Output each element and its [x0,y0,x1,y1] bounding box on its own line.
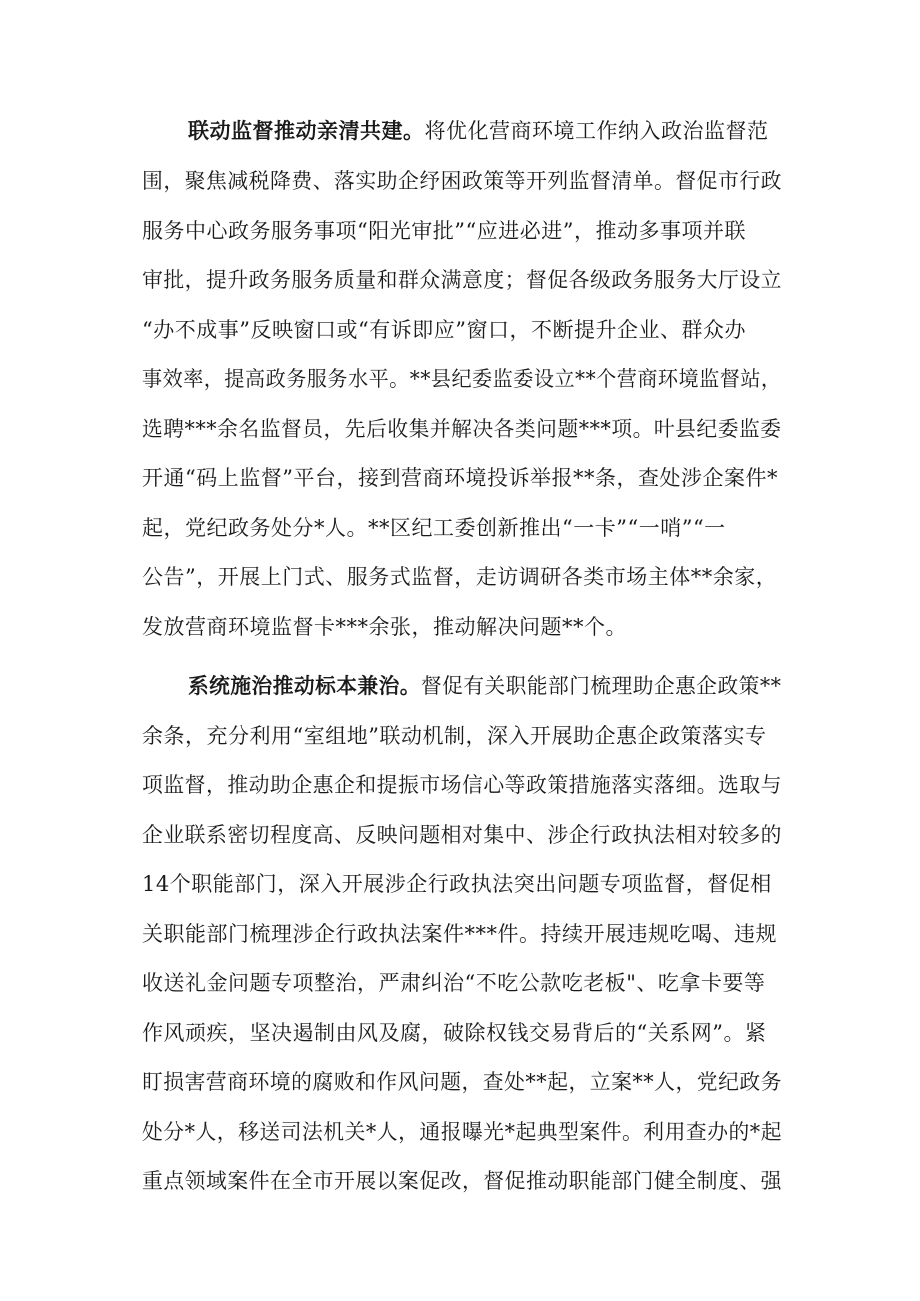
paragraph-1-line-4: 审批，提升政务服务质量和群众满意度；督促各级政务服务大厅设立 [142,268,782,292]
paragraph-2-text: 督促有关职能部门梳理助企惠企政策** [420,674,782,698]
paragraph-2-line-4: 企业联系密切程度高、反映问题相对集中、涉企行政执法相对较多的 [142,823,782,847]
paragraph-1-line-1 [188,111,782,151]
paragraph-2-line-3: 项监督，推动助企惠企和提振市场信心等政策措施落实落细。选取与 [142,773,782,797]
paragraph-2-line-11: 重点领域案件在全市开展以案促改，督促推动职能部门健全制度、强 [142,1169,782,1193]
paragraph-2-line-5: 14个职能部门，深入开展涉企行政执法突出问题专项监督，督促相 [142,872,772,896]
paragraph-1-line-3: 服务中心政务服务事项“阳光审批”“应进必进”，推动多事项并联 [142,219,746,243]
paragraph-1-heading: 联动监督推动亲清共建。 [188,119,425,143]
paragraph-1-text: 将优化营商环境工作纳入政治监督范 [424,119,769,143]
paragraph-1-line-6: 事效率，提高政务服务水平。**县纪委监委设立**个营商环境监督站， [142,367,782,391]
paragraph-1-line-11: 发放营商环境监督卡***余张，推动解决问题**个。 [142,615,627,639]
paragraph-1-line-5: “办不成事”反映窗口或“有诉即应”窗口，不断提升企业、群众办 [142,318,746,342]
paragraph-1-line-7: 选聘***余名监督员，先后收集并解决各类问题***项。叶县纪委监委 [142,417,782,441]
paragraph-1-line-9: 起，党纪政务处分*人。**区纪工委创新推出“一卡”“一哨”“一 [142,516,726,540]
paragraph-1-line-8: 开通“码上监督”平台，接到营商环境投诉举报**条，查处涉企案件* [142,466,778,490]
paragraph-2-line-1 [188,666,782,706]
paragraph-2-heading: 系统施治推动标本兼治。 [188,674,421,698]
paragraph-1-line-10: 公告”，开展上门式、服务式监督，走访调研各类市场主体**余家， [142,565,778,589]
paragraph-2-line-9: 盯损害营商环境的腐败和作风问题，查处**起，立案**人，党纪政务 [142,1070,782,1094]
paragraph-2-line-8: 作风顽疾，坚决遏制由风及腐，破除权钱交易背后的“关系网”。紧 [142,1021,767,1045]
paragraph-2-line-7: 收送礼金问题专项整治，严肃纠治“不吃公款吃老板"、吃拿卡要等 [142,971,766,995]
paragraph-1-line-2: 围，聚焦减税降费、落实助企纾困政策等开列监督清单。督促市行政 [142,169,782,193]
paragraph-2-line-10: 处分*人，移送司法机关*人，通报曝光*起典型案件。利用查办的*起 [142,1120,782,1144]
paragraph-2-line-6: 关职能部门梳理涉企行政执法案件***件。持续开展违规吃喝、违规 [142,922,777,946]
paragraph-2-line-2: 余条，充分利用“室组地”联动机制，深入开展助企惠企政策落实专 [142,724,767,748]
